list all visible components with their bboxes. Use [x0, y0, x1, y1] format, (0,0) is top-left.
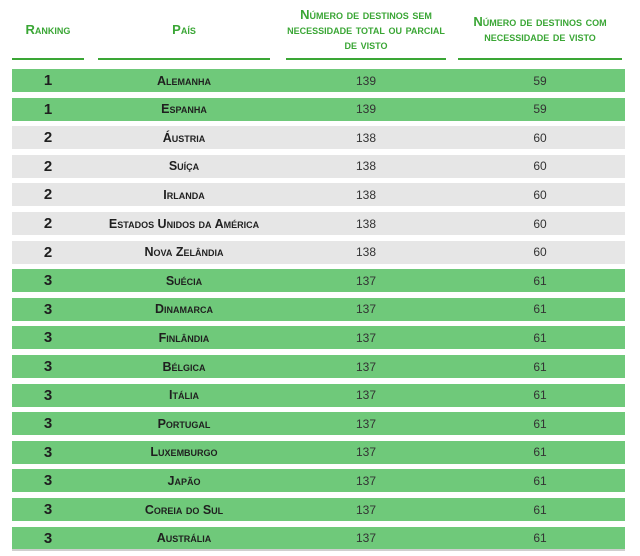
destinos-com-visto-cell: 59 [533, 73, 547, 88]
rank-cell: 3 [43, 386, 53, 404]
destinos-com-visto-cell: 60 [533, 130, 547, 145]
destinos-com-visto-cell: 61 [533, 359, 547, 374]
rank-cell: 3 [43, 529, 53, 547]
destinos-com-visto-cell: 61 [533, 473, 547, 488]
destinos-com-visto-cell: 61 [533, 502, 547, 517]
header-destinos-sem-visto: Número de destinos sem necessidade total ou parcial de visto [286, 0, 446, 60]
country-cell: Irlanda [163, 187, 205, 202]
table-row [12, 441, 625, 464]
table-row [12, 212, 625, 235]
destinos-com-visto-cell: 61 [533, 531, 547, 546]
rank-cell: 2 [43, 215, 53, 232]
country-cell: Austrália [156, 531, 212, 546]
rank-cell: 3 [43, 272, 53, 290]
destinos-com-visto-cell: 59 [533, 102, 547, 117]
table-row [12, 527, 625, 550]
rank-cell: 3 [43, 358, 53, 375]
country-cell: Itália [169, 388, 199, 403]
rank-cell: 3 [43, 300, 53, 318]
rank-cell: 1 [43, 100, 53, 118]
destinos-com-visto-cell: 61 [533, 302, 547, 317]
rank-cell: 3 [43, 501, 53, 518]
country-cell: Dinamarca [154, 302, 214, 317]
destinos-sem-visto-cell: 138 [355, 187, 377, 202]
header-pais: País [98, 0, 270, 60]
destinos-com-visto-cell: 61 [533, 416, 547, 431]
country-cell: Luxemburgo [150, 445, 218, 460]
destinos-sem-visto-cell: 137 [355, 273, 377, 288]
table-row [12, 298, 625, 321]
country-cell: Suíça [168, 159, 200, 174]
destinos-com-visto-cell: 61 [533, 273, 547, 288]
rank-cell: 2 [43, 186, 53, 204]
rank-cell: 3 [43, 415, 53, 433]
country-cell: Finlândia [158, 330, 210, 345]
table-row [12, 241, 625, 264]
destinos-com-visto-cell: 60 [533, 159, 547, 174]
country-cell: Japão [167, 473, 201, 488]
header-ranking: Ranking [12, 0, 84, 60]
table-row [12, 69, 625, 92]
destinos-sem-visto-cell: 137 [355, 473, 377, 488]
destinos-com-visto-cell: 60 [533, 245, 547, 260]
table-row [12, 355, 625, 378]
table-row [12, 384, 625, 407]
destinos-com-visto-cell: 61 [533, 330, 547, 345]
header-destinos-com-visto: Número de destinos com necessidade de visto [458, 0, 622, 60]
country-cell: Coreia do Sul [144, 502, 224, 517]
destinos-com-visto-cell: 60 [533, 187, 547, 202]
destinos-sem-visto-cell: 138 [355, 130, 377, 145]
destinos-sem-visto-cell: 138 [355, 159, 377, 174]
destinos-sem-visto-cell: 137 [355, 330, 377, 345]
table-row [12, 326, 625, 349]
table-row [12, 183, 625, 206]
table-row [12, 412, 625, 435]
destinos-sem-visto-cell: 137 [355, 445, 377, 460]
country-cell: Áustria [162, 130, 206, 145]
table-bottom-divider [12, 549, 625, 551]
destinos-sem-visto-cell: 137 [355, 531, 377, 546]
destinos-com-visto-cell: 61 [533, 445, 547, 460]
country-cell: Bélgica [162, 359, 206, 374]
rank-cell: 3 [43, 472, 53, 490]
rank-cell: 2 [43, 157, 53, 175]
country-cell: Suécia [165, 273, 203, 288]
destinos-sem-visto-cell: 137 [355, 302, 377, 317]
country-cell: Estados Unidos da América [108, 216, 260, 231]
destinos-sem-visto-cell: 137 [355, 416, 377, 431]
destinos-sem-visto-cell: 139 [355, 73, 377, 88]
rank-cell: 2 [43, 129, 53, 147]
table-row [12, 469, 625, 492]
table-row [12, 269, 625, 292]
destinos-sem-visto-cell: 138 [355, 216, 377, 231]
country-cell: Espanha [161, 102, 207, 117]
country-cell: Nova Zelândia [144, 245, 224, 260]
rank-cell: 2 [43, 243, 53, 261]
rank-cell: 1 [43, 72, 53, 89]
destinos-sem-visto-cell: 137 [355, 388, 377, 403]
destinos-sem-visto-cell: 139 [355, 102, 377, 117]
table-row [12, 155, 625, 178]
table-row [12, 126, 625, 149]
destinos-sem-visto-cell: 137 [355, 502, 377, 517]
destinos-com-visto-cell: 60 [533, 216, 547, 231]
destinos-com-visto-cell: 61 [533, 388, 547, 403]
destinos-sem-visto-cell: 138 [355, 245, 377, 260]
country-cell: Alemanha [156, 73, 212, 88]
table-row [12, 98, 625, 121]
destinos-sem-visto-cell: 137 [355, 359, 377, 374]
rank-cell: 3 [43, 329, 53, 347]
table-row [12, 498, 625, 521]
country-cell: Portugal [157, 416, 211, 431]
rank-cell: 3 [43, 443, 53, 461]
